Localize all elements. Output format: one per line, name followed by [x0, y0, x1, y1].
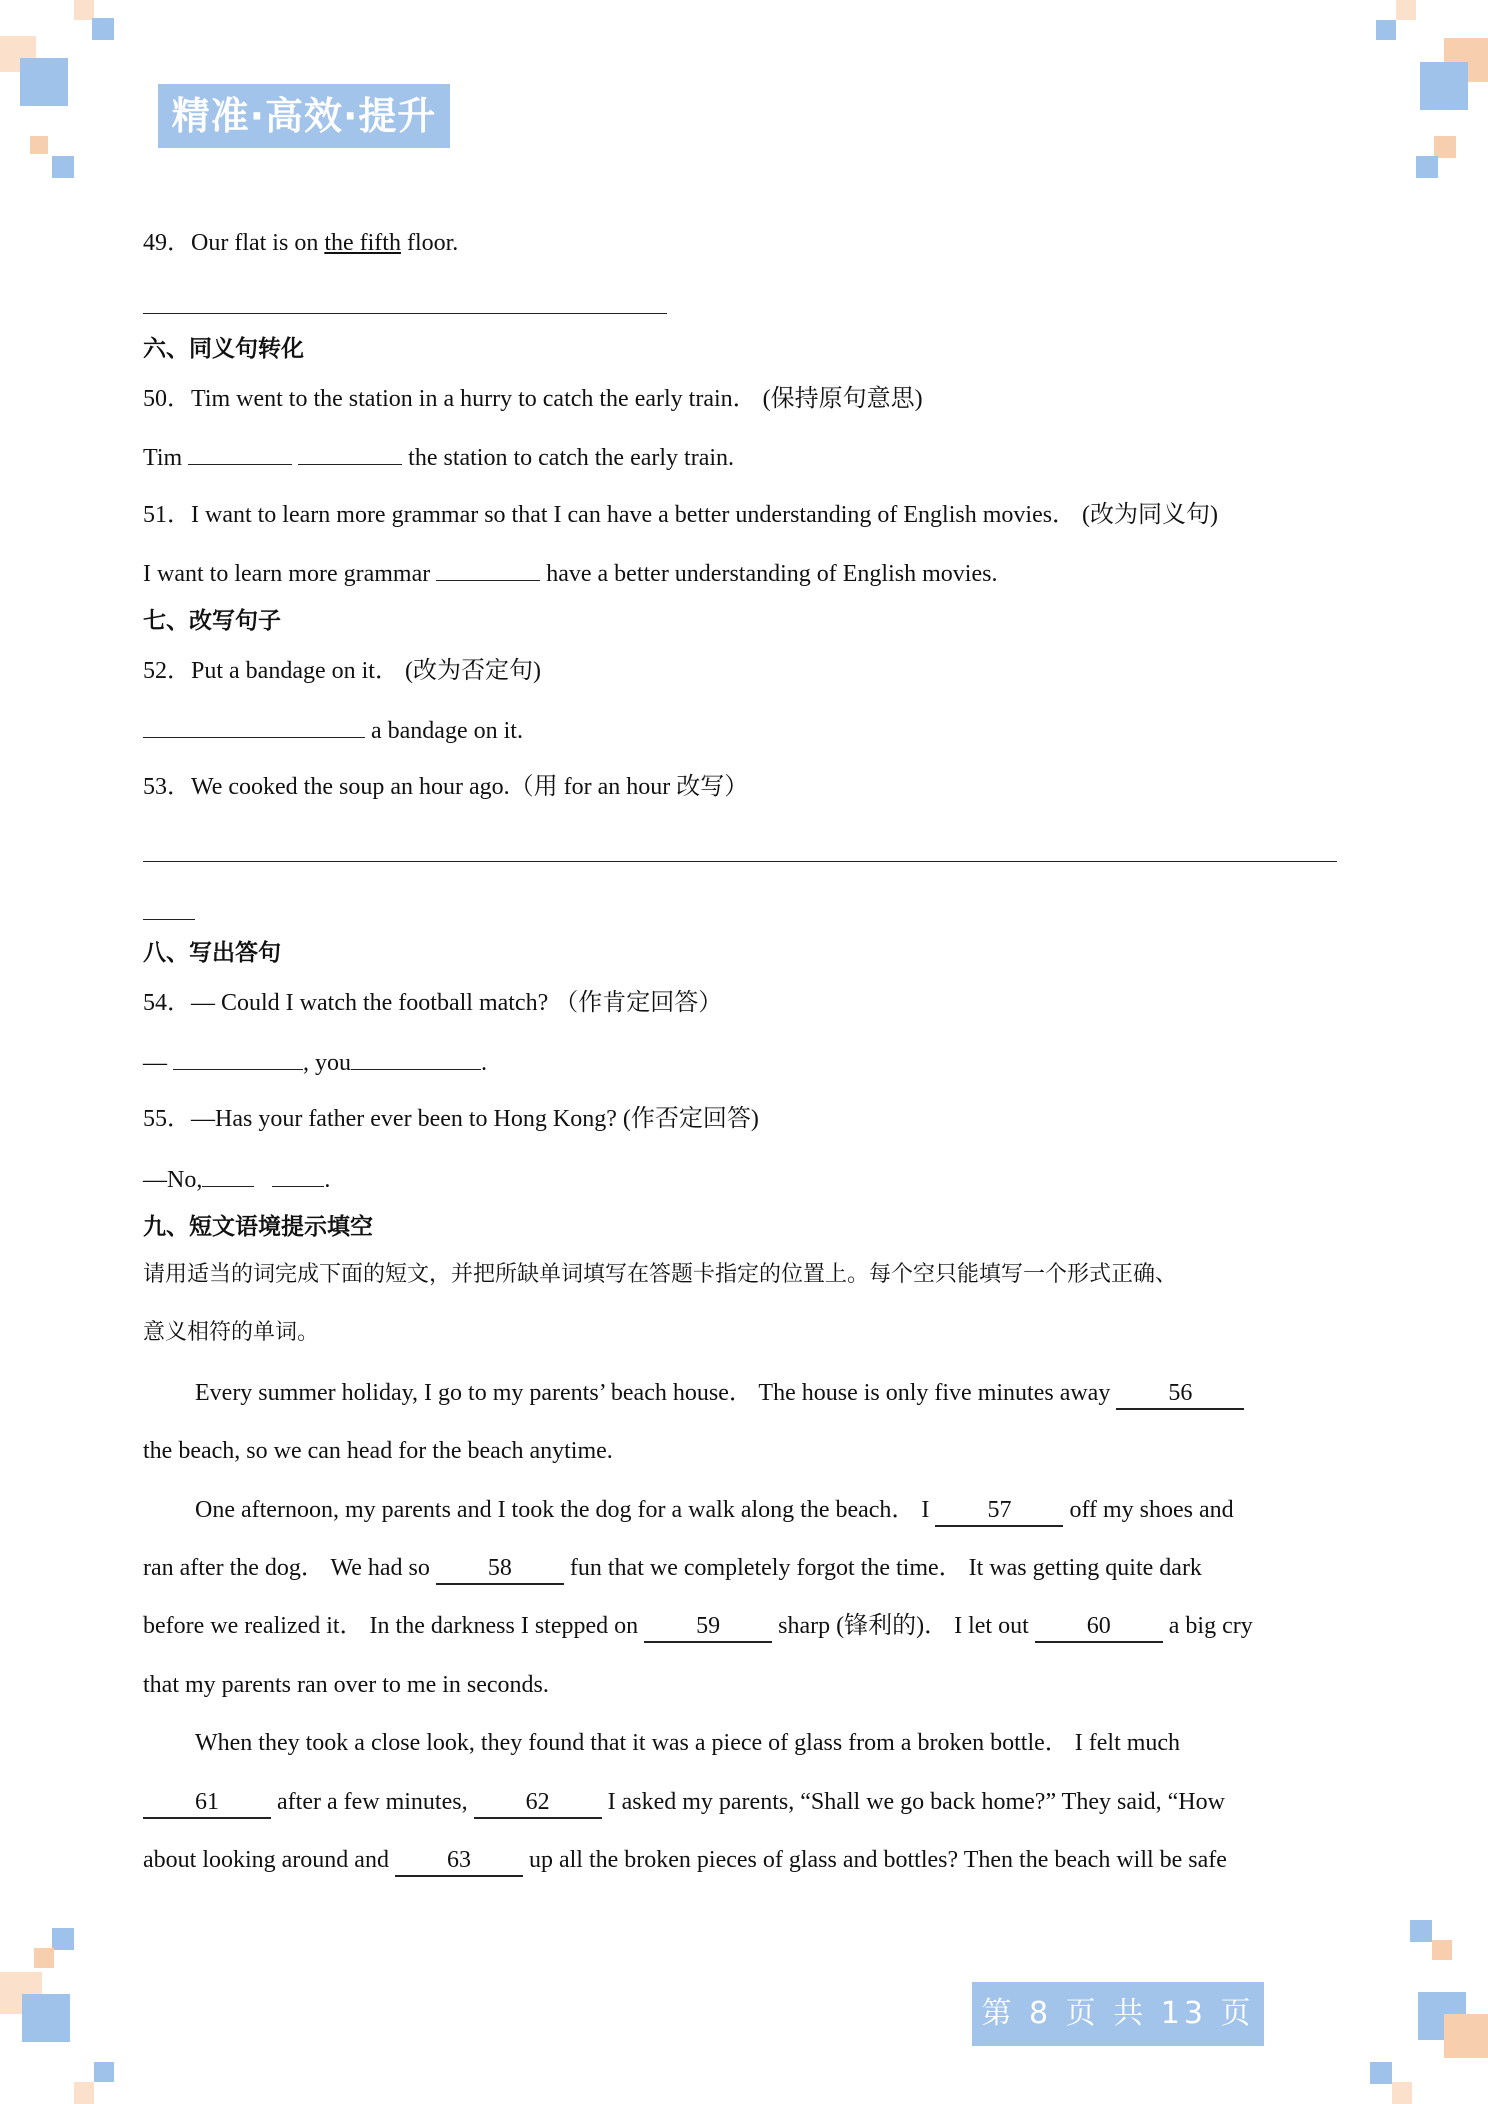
q54-ans-post: .: [481, 1050, 487, 1076]
p1-text-a: Every summer holiday, I go to my parents’ beach house． The house is only five minutes away: [195, 1380, 1117, 1406]
question-55: 55．—Has your father ever been to Hong Kong? (作否定回答): [143, 1106, 759, 1132]
passage-p2-line3: [143, 1611, 1253, 1643]
passage-p3-line2: [143, 1787, 1225, 1819]
passage-p1-line2: the beach, so we can head for the beach anytime.: [143, 1438, 613, 1464]
answer-50: [143, 442, 734, 473]
question-50: 50．Tim went to the station in a hurry to catch the early train． (保持原句意思): [143, 386, 923, 412]
q55-ans-post: .: [324, 1167, 331, 1193]
page-number-footer: 第 8 页 共 13 页: [972, 1982, 1264, 2046]
instructions-line-1: 请用适当的词完成下面的短文，并把所缺单词填写在答题卡指定的位置上。每个空只能填写一个形式正确、: [143, 1262, 1178, 1287]
p3-text-d: about looking around and: [143, 1847, 395, 1873]
p3-text-e: up all the broken pieces of glass and bottles? Then the beach will be safe: [522, 1847, 1227, 1873]
blank-55a[interactable]: [202, 1164, 254, 1187]
q51-ans-post: have a better understanding of English movies.: [540, 561, 998, 587]
q55-ans-pre: —No,: [143, 1167, 203, 1193]
blank-57[interactable]: 57: [935, 1495, 1063, 1527]
blank-50a[interactable]: [188, 442, 292, 465]
blank-61[interactable]: 61: [143, 1787, 271, 1819]
blank-59[interactable]: 59: [644, 1611, 772, 1643]
blank-51[interactable]: [436, 558, 540, 581]
blank-58[interactable]: 58: [436, 1553, 564, 1585]
answer-54: [143, 1047, 487, 1078]
blank-54b[interactable]: [351, 1047, 481, 1070]
p3-text-b: after a few minutes,: [271, 1789, 474, 1815]
brand-banner: 精准·高效·提升: [158, 84, 450, 148]
passage-p2-line1: [195, 1495, 1234, 1527]
p2-text-e: before we realized it． In the darkness I stepped on: [143, 1613, 645, 1639]
answer-line-53b[interactable]: [143, 918, 195, 920]
q49-pre: Our flat is on: [191, 230, 325, 256]
question-52: 52．Put a bandage on it． (改为否定句): [143, 658, 541, 684]
q50-ans-post: the station to catch the early train.: [402, 445, 735, 471]
p2-text-a: One afternoon, my parents and I took the dog for a walk along the beach． I: [195, 1497, 936, 1523]
p2-text-f: sharp (锋利的)． I let out: [772, 1613, 1035, 1639]
answer-line-53a[interactable]: [143, 860, 1337, 862]
q49-underlined: the fifth: [324, 230, 401, 256]
p3-text-c: I asked my parents, “Shall we go back home?” They said, “How: [601, 1789, 1225, 1815]
blank-55b[interactable]: [272, 1164, 324, 1187]
q49-number: 49．: [143, 230, 191, 256]
answer-55: [143, 1164, 330, 1195]
section-9-heading: 九、短文语境提示填空: [143, 1214, 373, 1240]
passage-p2-line4: that my parents ran over to me in seconds.: [143, 1672, 549, 1698]
section-7-heading: 七、改写句子: [143, 608, 281, 634]
answer-52: [143, 715, 523, 746]
question-49: [143, 228, 458, 258]
q54-ans-pre: —: [143, 1050, 173, 1076]
question-54: 54．— Could I watch the football match? （作肯定回答）: [143, 990, 723, 1016]
passage-p1-line1: [195, 1378, 1244, 1410]
passage-p3-line1: When they took a close look, they found that it was a piece of glass from a broken bottle． I felt much: [195, 1730, 1181, 1756]
answer-line-49[interactable]: [143, 312, 667, 314]
passage-p3-line3: [143, 1845, 1227, 1877]
blank-60[interactable]: 60: [1035, 1611, 1163, 1643]
blank-50b[interactable]: [298, 442, 402, 465]
p2-text-b: off my shoes and: [1063, 1497, 1234, 1523]
answer-51: [143, 558, 997, 589]
q52-ans-post: a bandage on it.: [365, 718, 523, 744]
blank-52[interactable]: [143, 715, 365, 738]
passage-p2-line2: [143, 1553, 1202, 1585]
q54-ans-mid: , you: [303, 1050, 351, 1076]
q50-ans-pre: Tim: [143, 445, 189, 471]
blank-63[interactable]: 63: [395, 1845, 523, 1877]
section-8-heading: 八、写出答句: [143, 940, 281, 966]
blank-54a[interactable]: [173, 1047, 303, 1070]
q51-ans-pre: I want to learn more grammar: [143, 561, 437, 587]
blank-56[interactable]: 56: [1116, 1378, 1244, 1410]
section-6-heading: 六、同义句转化: [143, 336, 304, 362]
q49-post: floor.: [400, 230, 459, 256]
question-53: 53．We cooked the soup an hour ago.（用 for an hour 改写）: [143, 774, 749, 800]
blank-62[interactable]: 62: [474, 1787, 602, 1819]
instructions-line-2: 意义相符的单词。: [143, 1320, 320, 1345]
p2-text-c: ran after the dog． We had so: [143, 1555, 436, 1581]
p2-text-d: fun that we completely forgot the time． It was getting quite dark: [563, 1555, 1202, 1581]
p2-text-g: a big cry: [1162, 1613, 1253, 1639]
question-51: 51．I want to learn more grammar so that I can have a better understanding of English movies． (改为同义句): [143, 502, 1219, 528]
